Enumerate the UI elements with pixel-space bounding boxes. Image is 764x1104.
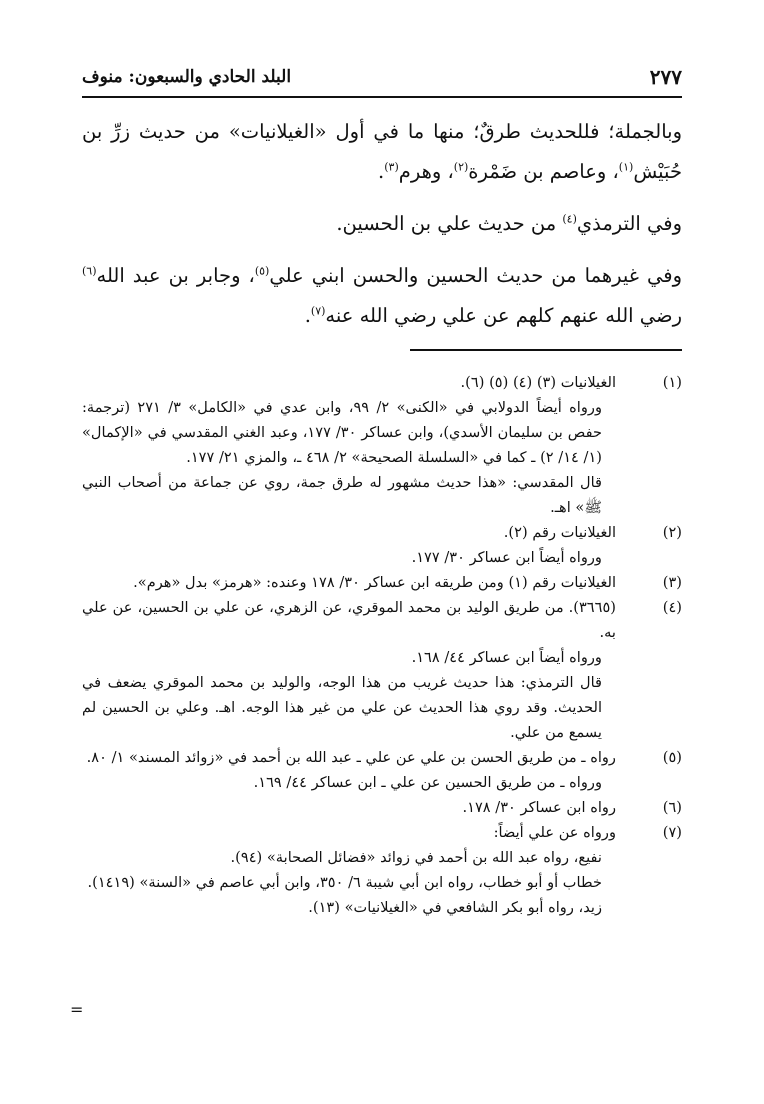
text-run: . — [378, 160, 385, 183]
footnote-ref: (١) — [618, 160, 634, 174]
footnote-number: (٧) — [662, 824, 682, 841]
footnote-3 — [82, 570, 682, 595]
chapter-title: البلد الحادي والسبعون: منوف — [82, 67, 292, 87]
footnote-line: قال الترمذي: هذا حديث غريب من هذا الوجه، والوليد بن محمد الموقري يضعف في الحديث. وقد روي هذا الحديث عن علي من غير هذا الوجه. اهـ. وعلي بن الحسين لم يسمع من علي. — [82, 674, 602, 741]
footnote-number: (٣) — [662, 574, 682, 591]
footnote-line: ورواه أيضاً ابن عساكر ٤٤/ ١٦٨. — [411, 649, 602, 666]
footnote-line: ورواه أيضاً ابن عساكر ٣٠/ ١٧٧. — [411, 549, 602, 566]
footnote-line: ورواه عن علي أيضاً: — [493, 824, 616, 841]
footnote-6 — [82, 795, 682, 820]
footnote-separator — [410, 349, 682, 351]
footnote-number: (٦) — [662, 799, 682, 816]
footnote-4 — [82, 595, 682, 745]
text-run: وفي غيرهما من حديث الحسين والحسن ابني علي — [269, 264, 682, 287]
footnote-number: (١) — [662, 374, 682, 391]
footnote-line: رواه ابن عساكر ٣٠/ ١٧٨. — [462, 799, 616, 816]
footnote-line: زيد، رواه أبو بكر الشافعي في «الغيلانيات» (١٣). — [308, 899, 602, 916]
footnote-ref: (٣) — [384, 160, 399, 174]
footnotes — [82, 370, 682, 920]
text-run: وفي الترمذي — [576, 212, 682, 235]
footnote-ref: (٦) — [82, 264, 97, 278]
main-text — [82, 112, 682, 336]
page-header — [82, 62, 682, 92]
footnote-line: الغيلانيات رقم (١) ومن طريقه ابن عساكر ٣٠/ ١٧٨ وعنده: «هرمز» بدل «هرم». — [133, 574, 616, 591]
footnote-line: (٣٦٦٥). من طريق الوليد بن محمد الموقري، عن الزهري، عن علي بن الحسين، عن علي به. — [82, 599, 616, 641]
footnote-5 — [82, 745, 682, 795]
paragraph-3 — [82, 256, 682, 336]
footnote-2 — [82, 520, 682, 570]
footnote-number: (٢) — [662, 524, 682, 541]
footnote-1 — [82, 370, 682, 520]
footnote-line: ورواه أيضاً الدولابي في «الكنى» ٢/ ٩٩، وابن عدي في «الكامل» ٣/ ٢٧١ (ترجمة: حفص بن سليمان الأسدي)، وابن عساكر ٣٠/ ١٧٧، وعبد الغني المقدسي في «الإكمال» (١/ ١٤/ ٢) ـ كما في «السلسلة الصحيحة» ٢/ ٤٦٨ ـ، والمزي ٢١/ ١٧٧. — [82, 399, 603, 466]
text-run: . — [304, 304, 311, 327]
page-number: ٢٧٧ — [649, 65, 682, 89]
footnote-line: خطاب أو أبو خطاب، رواه ابن أبي شيبة ٦/ ٣٥٠، وابن أبي عاصم في «السنة» (١٤١٩). — [87, 874, 602, 891]
text-run: ، وجابر بن عبد الله — [96, 264, 255, 287]
text-run: ، وعاصم بن ضَمْرة — [468, 160, 619, 183]
text-run: من حديث علي بن الحسين. — [336, 212, 563, 235]
paragraph-1 — [82, 112, 682, 192]
footnote-line: قال المقدسي: «هذا حديث مشهور له طرق جمة، روي عن جماعة من أصحاب النبي ﷺ» اهـ. — [82, 474, 602, 516]
footnote-line: ورواه ـ من طريق الحسين عن علي ـ ابن عساكر ٤٤/ ١٦٩. — [253, 774, 602, 791]
footnote-line: رواه ـ من طريق الحسن بن علي عن علي ـ عبد الله بن أحمد في «زوائد المسند» ١/ ٨٠. — [86, 749, 616, 766]
footnote-number: (٥) — [662, 749, 682, 766]
footnote-line: الغيلانيات (٣) (٤) (٥) (٦). — [460, 374, 616, 391]
footnote-ref: (٧) — [310, 304, 326, 318]
footnote-line: نفيع، رواه عبد الله بن أحمد في زوائد «فضائل الصحابة» (٩٤). — [230, 849, 602, 866]
continuation-mark: = — [70, 1000, 84, 1019]
footnote-number: (٤) — [662, 599, 682, 616]
header-rule — [82, 96, 682, 98]
footnote-ref: (٢) — [453, 160, 469, 174]
text-run: ، وهرم — [398, 160, 454, 183]
footnote-7 — [82, 820, 682, 920]
footnote-ref: (٥) — [254, 264, 270, 278]
text-run: رضي الله عنهم كلهم عن علي رضي الله عنه — [325, 304, 682, 327]
paragraph-2 — [82, 204, 682, 244]
footnote-line: الغيلانيات رقم (٢). — [503, 524, 616, 541]
text-run: وبالجملة؛ فللحديث طرقٌ؛ منها ما في أول «الغيلانيات» من حديث زرِّ بن حُبَيْش — [82, 120, 682, 183]
footnote-ref: (٤) — [562, 212, 577, 226]
